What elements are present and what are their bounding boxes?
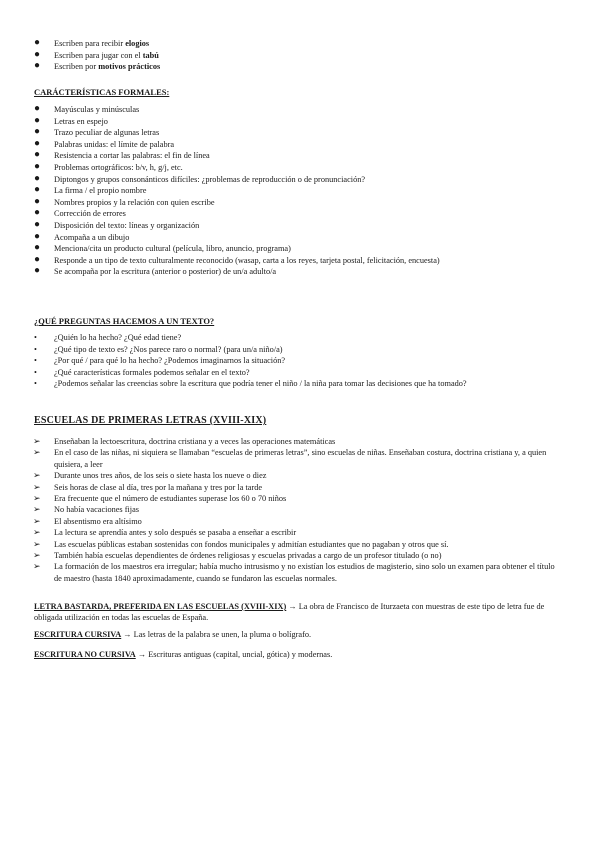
bullet-icon: • [34,344,37,354]
bastarda-heading: LETRA BASTARDA, PREFERIDA EN LAS ESCUELAS (XVIII-XIX) [34,602,287,611]
formales-list [0,104,565,278]
section-heading-escuelas: ESCUELAS DE PRIMERAS LETRAS (XVIII-XIX) [34,415,267,426]
list-item-text: ¿Por qué / para qué lo ha hecho? ¿Podemos imaginarnos la situación? [54,356,286,366]
list-item-text: La firma / el propio nombre [54,186,147,196]
list-item-text: Disposición del texto: líneas y organización [54,220,200,230]
list-item [0,516,599,527]
bullet-icon: ● [34,195,41,207]
cursiva-paragraph: ESCRITURA CURSIVA → Las letras de la palabra se unen, la pluma o bolígrafo. [34,630,312,639]
list-item [0,493,599,504]
bullet-icon: ● [34,103,41,114]
bullet-icon: ● [34,48,41,60]
list-item-text: ¿Podemos señalar las creencias sobre la escritura que podría tener el niño / la niña para tomar las decisiones que ha tomado? [54,379,467,389]
list-item [0,482,599,493]
bullet-icon: ● [34,207,41,219]
arrow-bullet-icon: ➢ [33,504,41,515]
arrow-bullet-icon: ➢ [33,447,41,458]
bullet-icon: ● [34,149,41,161]
arrow-bullet-icon: ➢ [33,481,41,492]
bullet-icon: ● [34,253,41,265]
list-item: ● Escriben para recibir elogios [34,37,150,48]
list-item-text: En el caso de las niñas, ni siquiera se llamaban “escuelas de primeras letras”, sino escuelas de niñas. Enseñaban costura, doctrina cristiana y, a quien quisiera, a leer [54,448,547,469]
list-item [0,174,565,186]
cursiva-heading: ESCRITURA CURSIVA [34,630,122,639]
list-item: ● Escriben para jugar con el tabú [34,48,159,60]
bullet-icon: ● [34,265,41,277]
list-item [0,232,565,244]
arrow-bullet-icon: ➢ [33,470,41,481]
list-item-text: Seis horas de clase al día, tres por la mañana y tres por la tarde [54,482,263,492]
list-item [0,561,599,584]
list-item-text: También había escuelas dependientes de órdenes religiosas y escuelas privadas a cargo de un profesor titulado (o no) [54,551,442,561]
list-item [0,104,565,116]
list-item-text: Problemas ortográficos: b/v, h, g/j, etc. [54,162,183,172]
list-item [0,539,599,550]
list-item-text: Las escuelas públicas estaban sostenidas con fondos municipales y admitían estudiantes que no pagaban y otros que sí. [54,539,449,549]
section-heading-preguntas: ¿QUÉ PREGUNTAS HACEMOS A UN TEXTO? [34,316,215,326]
list-item [0,378,580,390]
arrow-bullet-icon: ➢ [33,493,41,504]
arrow-bullet-icon: ➢ [33,538,41,549]
list-item: ● Escriben por motivos prácticos [34,60,161,72]
list-item-text: ¿Qué características formales podemos señalar en el texto? [54,367,250,377]
list-item [0,162,565,174]
list-item-text: Letras en espejo [54,116,108,126]
section-heading-formales: CARÁCTERÍSTICAS FORMALES: [34,87,170,97]
bullet-icon: ● [34,126,41,138]
list-item-text: Mayúsculas y minúsculas [54,105,140,114]
list-item [0,255,565,267]
bullet-icon: • [34,367,37,377]
bastarda-paragraph: LETRA BASTARDA, PREFERIDA EN LAS ESCUELAS (XVIII-XIX) → La obra de Francisco de Iturzaeta con muestras de este tipo de letra fue de obligada utilización en todas las escuelas de España. [34,602,545,623]
arrow-bullet-icon: ➢ [33,436,41,446]
list-item [0,185,565,197]
bullet-icon: ● [34,37,41,48]
bullet-icon: ● [34,172,41,184]
list-item [0,208,565,220]
list-item [0,127,565,139]
list-item-text: Menciona/cita un producto cultural (película, libro, anuncio, programa) [54,244,291,254]
no-cursiva-heading: ESCRITURA NO CURSIVA [34,650,136,659]
list-item [0,367,580,379]
bullet-icon: ● [34,114,41,126]
list-item-text: La lectura se aprendía antes y solo después se pasaba a enseñar a escribir [54,528,297,538]
arrow-bullet-icon: ➢ [33,527,41,538]
list-item-text: Diptongos y grupos consonánticos difíciles: ¿problemas de reproducción o de pronunciación? [54,174,366,184]
list-item-text: Era frecuente que el número de estudiantes superase los 60 o 70 niños [54,494,287,504]
list-item [0,470,599,481]
arrow-bullet-icon: ➢ [33,561,41,572]
bullet-icon: ● [34,242,41,254]
arrow-icon: → [135,650,149,659]
list-item-text: Durante unos tres años, de los seis o siete hasta los nueve o diez [54,471,267,481]
bullet-icon: ● [34,160,41,172]
list-item [0,550,599,561]
list-item [0,150,565,162]
list-item [0,344,580,356]
arrow-icon: → [286,602,299,611]
bullet-icon: ● [34,218,41,230]
bullet-icon: • [34,356,37,366]
bullet-icon: ● [34,184,41,196]
list-item [0,220,565,232]
bullet-icon: • [34,379,37,389]
list-item [0,139,565,151]
preguntas-list [0,332,580,390]
list-item [0,243,565,255]
no-cursiva-paragraph: ESCRITURA NO CURSIVA → Escrituras antiguas (capital, uncial, gótica) y modernas. [34,650,333,659]
list-item [0,116,565,128]
list-item-text: La formación de los maestros era irregular; había mucho intrusismo y no existían los estudios de magisterio, sino solo un examen para obtener el título de maestro (hasta 1840 aproximadamente, cuando se fundaron las escuelas normales. [54,562,555,583]
list-item-text: Responde a un tipo de texto culturalmente reconocido (wasap, carta a los reyes, tarjeta postal, felicitación, encuesta) [54,255,440,265]
list-item [0,436,599,447]
list-item [0,332,580,344]
list-item [0,527,599,538]
list-item [0,504,599,515]
escuelas-list [0,436,599,584]
bullet-icon: ● [34,230,41,242]
arrow-bullet-icon: ➢ [33,550,41,561]
list-item-text: No había vacaciones fijas [54,505,140,515]
list-item [0,355,580,367]
list-item-text: Se acompaña por la escritura (anterior o posterior) de un/a adulto/a [54,267,277,277]
list-item-text: Palabras unidas: el límite de palabra [54,139,175,149]
list-item [0,197,565,209]
list-item-text: Nombres propios y la relación con quien escribe [54,197,215,207]
list-item-text: Acompaña a un dibujo [54,232,130,242]
list-item-text: El absentismo era altísimo [54,516,142,526]
list-item-text: ¿Qué tipo de texto es? ¿Nos parece raro o normal? (para un/a niño/a) [54,344,283,354]
arrow-bullet-icon: ➢ [33,515,41,526]
list-item-text: Enseñaban la lectoescritura, doctrina cristiana y a veces las operaciones matemáticas [54,437,336,446]
bullet-icon: ● [34,137,41,149]
list-item [0,447,599,470]
list-item-text: Corrección de errores [54,209,126,219]
list-item-text: Trazo peculiar de algunas letras [54,128,160,138]
motivos-list [0,38,560,73]
arrow-icon: → [121,630,134,639]
bullet-icon: ● [34,60,41,72]
bullet-icon: • [34,333,37,342]
list-item-text: Resistencia a cortar las palabras: el fin de línea [54,151,210,161]
list-item [0,266,565,278]
list-item-text: ¿Quién lo ha hecho? ¿Qué edad tiene? [54,333,182,342]
